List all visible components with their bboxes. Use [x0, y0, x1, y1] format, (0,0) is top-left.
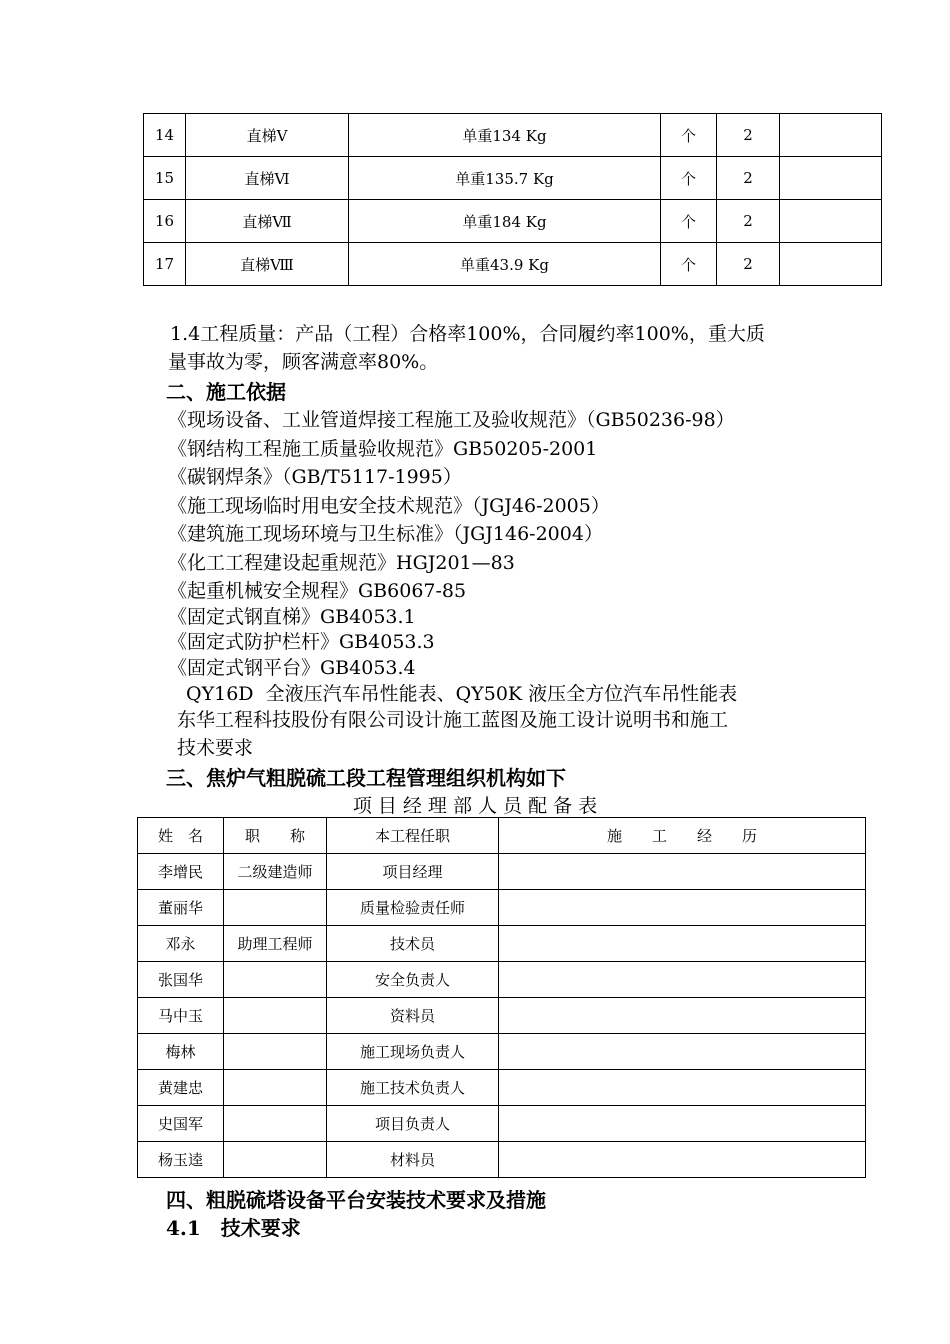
staff-role: 技术员 [327, 926, 499, 962]
row-number: 17 [144, 243, 186, 286]
table-row [138, 998, 866, 1034]
section-4-heading: 四、粗脱硫塔设备平台安装技术要求及措施 [166, 1188, 546, 1212]
staff-experience [499, 962, 866, 998]
row-number: 14 [144, 114, 186, 157]
reference-item: 《施工现场临时用电安全技术规范》（JGJ46-2005） [168, 495, 610, 517]
item-note [780, 114, 882, 157]
staff-title [224, 962, 327, 998]
staff-experience [499, 1142, 866, 1178]
staff-table [137, 817, 866, 1178]
section-2-heading: 二、施工依据 [166, 380, 286, 404]
staff-title: 二级建造师 [224, 854, 327, 890]
table-row [138, 1034, 866, 1070]
item-spec: 单重135.7 Kg [349, 157, 661, 200]
staff-role: 资料员 [327, 998, 499, 1034]
table-row [144, 243, 882, 286]
staff-title [224, 1070, 327, 1106]
item-qty: 2 [717, 200, 780, 243]
reference-item: 《固定式钢直梯》GB4053.1 [168, 606, 416, 628]
item-name: 直梯Ⅷ [186, 243, 349, 286]
column-header: 职 称 [224, 818, 327, 854]
item-note [780, 200, 882, 243]
staff-role: 施工技术负责人 [327, 1070, 499, 1106]
table-title: 项 目 经 理 部 人 员 配 备 表 [352, 795, 598, 817]
staff-name: 李增民 [138, 854, 224, 890]
section-3-heading: 三、焦炉气粗脱硫工段工程管理组织机构如下 [166, 766, 566, 790]
table-row [138, 1142, 866, 1178]
staff-title: 助理工程师 [224, 926, 327, 962]
row-number: 15 [144, 157, 186, 200]
staff-role: 安全负责人 [327, 962, 499, 998]
row-number: 16 [144, 200, 186, 243]
staff-title [224, 1034, 327, 1070]
table-row [144, 200, 882, 243]
item-unit: 个 [661, 157, 717, 200]
reference-item: 《固定式钢平台》GB4053.4 [168, 657, 416, 679]
table-row [144, 114, 882, 157]
item-note [780, 243, 882, 286]
item-spec: 单重184 Kg [349, 200, 661, 243]
staff-experience [499, 926, 866, 962]
table-header-row [138, 818, 866, 854]
table-row [138, 962, 866, 998]
reference-item: 《钢结构工程施工质量验收规范》GB50205-2001 [168, 438, 598, 460]
staff-title [224, 1142, 327, 1178]
item-unit: 个 [661, 200, 717, 243]
staff-experience [499, 1034, 866, 1070]
reference-item: 《固定式防护栏杆》GB4053.3 [168, 631, 435, 653]
section-4-1-heading: 4.1 技术要求 [166, 1216, 301, 1240]
staff-name: 梅林 [138, 1034, 224, 1070]
staff-role: 材料员 [327, 1142, 499, 1178]
materials-table [143, 113, 882, 286]
staff-name: 马中玉 [138, 998, 224, 1034]
staff-experience [499, 1106, 866, 1142]
item-spec: 单重43.9 Kg [349, 243, 661, 286]
item-qty: 2 [717, 157, 780, 200]
reference-item: QY16D 全液压汽车吊性能表、QY50K 液压全方位汽车吊性能表 [186, 683, 738, 705]
staff-name: 张国华 [138, 962, 224, 998]
item-name: 直梯Ⅵ [186, 157, 349, 200]
item-spec: 单重134 Kg [349, 114, 661, 157]
reference-item: 《碳钢焊条》（GB/T5117-1995） [168, 466, 462, 488]
staff-experience [499, 998, 866, 1034]
table-row [144, 157, 882, 200]
reference-item: 《建筑施工现场环境与卫生标准》（JGJ146-2004） [168, 523, 603, 545]
staff-role: 项目负责人 [327, 1106, 499, 1142]
reference-item: 《化工工程建设起重规范》HGJ201—83 [168, 552, 515, 574]
quality-line-2: 量事故为零，顾客满意率80%。 [168, 351, 439, 373]
table-row [138, 1106, 866, 1142]
staff-name: 黄建忠 [138, 1070, 224, 1106]
staff-role: 质量检验责任师 [327, 890, 499, 926]
reference-item: 《现场设备、工业管道焊接工程施工及验收规范》（GB50236-98） [168, 409, 735, 431]
column-header: 本工程任职 [327, 818, 499, 854]
staff-name: 杨玉逵 [138, 1142, 224, 1178]
item-name: 直梯Ⅴ [186, 114, 349, 157]
staff-experience [499, 854, 866, 890]
item-note [780, 157, 882, 200]
staff-experience [499, 1070, 866, 1106]
item-qty: 2 [717, 114, 780, 157]
staff-title [224, 998, 327, 1034]
item-qty: 2 [717, 243, 780, 286]
staff-name: 董丽华 [138, 890, 224, 926]
reference-item: 东华工程科技股份有限公司设计施工蓝图及施工设计说明书和施工 [177, 709, 729, 731]
staff-title [224, 1106, 327, 1142]
table-row [138, 1070, 866, 1106]
table-row [138, 890, 866, 926]
table-row [138, 854, 866, 890]
item-unit: 个 [661, 243, 717, 286]
reference-item: 技术要求 [177, 737, 254, 759]
quality-line-1: 1.4工程质量：产品（工程）合格率100%，合同履约率100%，重大质 [170, 323, 765, 345]
staff-experience [499, 890, 866, 926]
staff-title [224, 890, 327, 926]
reference-item: 《起重机械安全规程》GB6067-85 [168, 580, 467, 602]
item-name: 直梯Ⅶ [186, 200, 349, 243]
staff-role: 项目经理 [327, 854, 499, 890]
staff-name: 史国军 [138, 1106, 224, 1142]
column-header: 施 工 经 历 [499, 818, 866, 854]
staff-name: 邓永 [138, 926, 224, 962]
column-header: 姓 名 [138, 818, 224, 854]
table-row [138, 926, 866, 962]
item-unit: 个 [661, 114, 717, 157]
staff-role: 施工现场负责人 [327, 1034, 499, 1070]
